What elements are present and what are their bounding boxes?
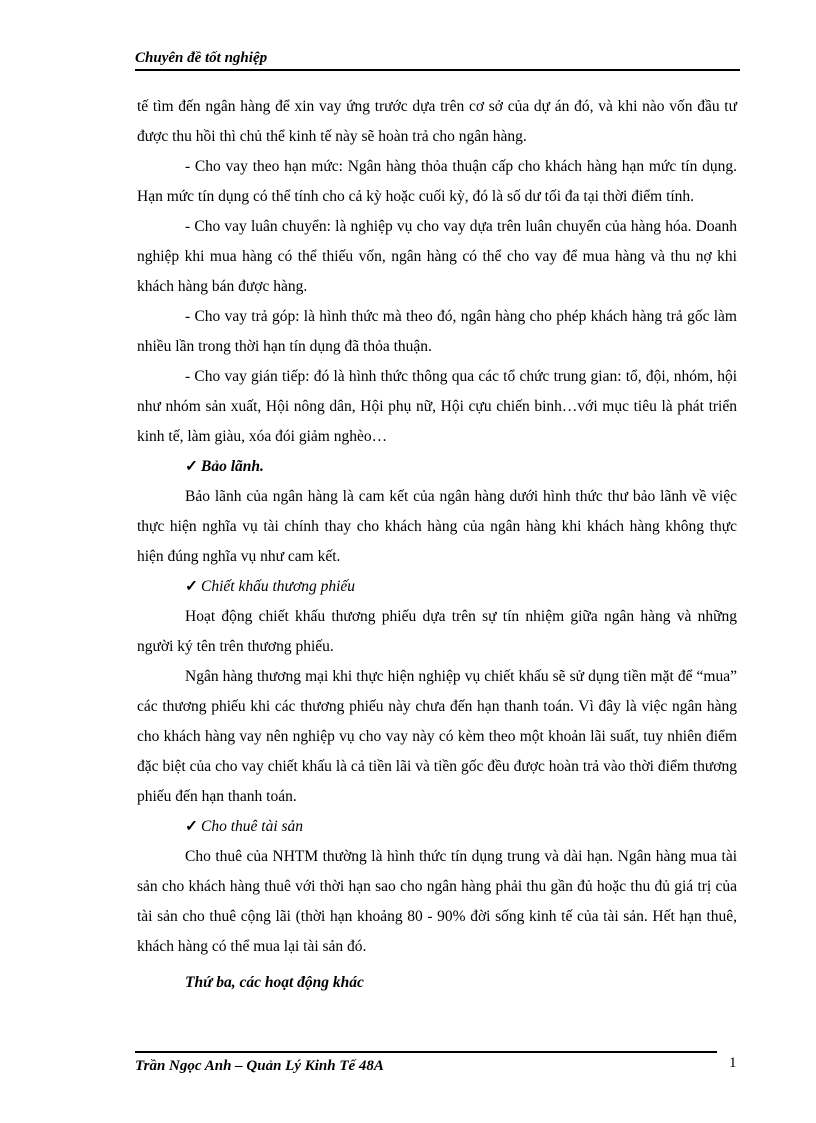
header-divider bbox=[135, 69, 740, 71]
heading-discount-text: Chiết khấu thương phiếu bbox=[201, 578, 356, 595]
heading-discount bbox=[137, 572, 737, 602]
heading-leasing-text: Cho thuê tài sản bbox=[201, 818, 304, 835]
heading-other-activities: Thứ ba, các hoạt động khác bbox=[185, 974, 364, 991]
page-number: 1 bbox=[729, 1055, 737, 1071]
heading-leasing bbox=[137, 812, 737, 842]
footer-divider bbox=[135, 1051, 717, 1053]
paragraph-revolving-loan: - Cho vay luân chuyển: là nghiệp vụ cho vay dựa trên luân chuyển của hàng hóa. Doanh nghiệp khi mua hàng có thể thiếu vốn, ngân hàng có thể cho vay để mua hàng và thu nợ khi khách hàng bán được hàng. bbox=[137, 218, 737, 295]
heading-guarantee bbox=[137, 452, 737, 482]
paragraph-credit-limit: - Cho vay theo hạn mức: Ngân hàng thỏa thuận cấp cho khách hàng hạn mức tín dụng. Hạn mức tín dụng có thể tính cho cả kỳ hoặc cuối kỳ, đó là số dư tối đa tại thời điểm tính. bbox=[137, 158, 737, 205]
paragraph-leasing: Cho thuê của NHTM thường là hình thức tín dụng trung và dài hạn. Ngân hàng mua tài sản cho khách hàng thuê với thời hạn sao cho ngân hàng phải thu gần đủ hoặc thu đủ giá trị của tài sản cho thuê cộng lãi (thời hạn khoảng 80 - 90% đời sống kinh tế của tài sản. Hết hạn thuê, khách hàng có thể mua lại tài sản đó. bbox=[137, 848, 737, 955]
check-mark-icon: ✓ bbox=[185, 578, 198, 595]
heading-guarantee-text: Bảo lãnh. bbox=[201, 458, 264, 475]
footer-author: Trần Ngọc Anh – Quản Lý Kinh Tế 48A bbox=[135, 1058, 384, 1074]
paragraph-discount-detail: Ngân hàng thương mại khi thực hiện nghiệp vụ chiết khấu sẽ sử dụng tiền mặt để “mua” các thương phiếu khi các thương phiếu này chưa đến hạn thanh toán. Vì đây là việc ngân hàng cho khách hàng vay nên nghiệp vụ cho vay này có kèm theo một khoản lãi suất, tuy nhiên điểm đặc biệt của cho vay chiết khấu là cả tiền lãi và tiền gốc đều được hoàn trả vào thời điểm thương phiếu đến hạn thanh toán. bbox=[137, 668, 737, 805]
paragraph-guarantee: Bảo lãnh của ngân hàng là cam kết của ngân hàng dưới hình thức thư bảo lãnh về việc thực hiện nghĩa vụ tài chính thay cho khách hàng của ngân hàng khi khách hàng không thực hiện đúng nghĩa vụ như cam kết. bbox=[137, 488, 737, 565]
check-mark-icon: ✓ bbox=[185, 818, 198, 835]
paragraph-discount-intro: Hoạt động chiết khấu thương phiếu dựa trên sự tín nhiệm giữa ngân hàng và những người ký tên trên thương phiếu. bbox=[137, 608, 737, 655]
paragraph-project-loan-cont: tế tìm đến ngân hàng để xin vay ứng trước dựa trên cơ sở của dự án đó, và khi nào vốn đầu tư được thu hồi thì chủ thể kinh tế này sẽ hoàn trả cho ngân hàng. bbox=[137, 98, 737, 145]
check-mark-icon: ✓ bbox=[185, 458, 198, 475]
document-body bbox=[137, 92, 737, 998]
page-header-title: Chuyên đề tốt nghiệp bbox=[135, 50, 268, 66]
paragraph-indirect-loan: - Cho vay gián tiếp: đó là hình thức thông qua các tổ chức trung gian: tổ, đội, nhóm, hội như nhóm sản xuất, Hội nông dân, Hội phụ nữ, Hội cựu chiến binh…với mục tiêu là phát triển kinh tế, làm giàu, xóa đói giảm nghèo… bbox=[137, 368, 737, 445]
paragraph-installment-loan: - Cho vay trả góp: là hình thức mà theo đó, ngân hàng cho phép khách hàng trả gốc làm nhiều lần trong thời hạn tín dụng đã thỏa thuận. bbox=[137, 308, 737, 355]
